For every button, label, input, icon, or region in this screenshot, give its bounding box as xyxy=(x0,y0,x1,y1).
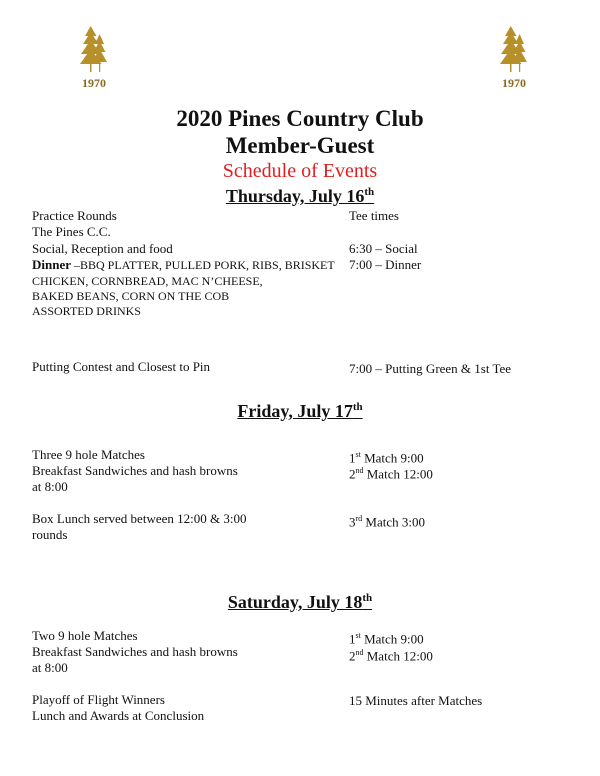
saturday-matches: Two 9 hole Matches xyxy=(32,628,138,643)
playoff-time: 15 Minutes after Matches xyxy=(349,693,483,708)
pine-trees-icon xyxy=(497,22,531,74)
friday-matches: Three 9 hole Matches xyxy=(32,447,145,462)
logo-year: 1970 xyxy=(502,76,526,90)
schedule-heading: Schedule of Events xyxy=(222,160,378,182)
venue: The Pines C.C. xyxy=(32,224,111,239)
putting-time: 7:00 – Putting Green & 1st Tee xyxy=(349,361,512,376)
playoff-flight-winners: Playoff of Flight Winners xyxy=(32,692,165,707)
logo-year: 1970 xyxy=(82,76,106,90)
saturday-breakfast: Breakfast Sandwiches and hash browns xyxy=(32,644,238,659)
pine-trees-icon xyxy=(77,22,111,74)
club-logo-left xyxy=(70,22,118,91)
friday-box-lunch-cont: rounds xyxy=(32,527,68,542)
dinner-menu-line1: Dinner –BBQ PLATTER, PULLED PORK, RIBS, BRISKET xyxy=(32,257,335,272)
dinner-menu-line3: BAKED BEANS, CORN ON THE COB xyxy=(32,289,230,303)
tee-times: Tee times xyxy=(349,208,399,223)
friday-breakfast: Breakfast Sandwiches and hash browns xyxy=(32,463,238,478)
dinner-menu-line2: CHICKEN, CORNBREAD, MAC N’CHEESE, xyxy=(32,274,263,288)
day-heading-saturday: Saturday, July 18th xyxy=(227,592,373,612)
social-time: 6:30 – Social xyxy=(349,241,418,256)
friday-match-2: 2nd Match 12:00 xyxy=(349,466,433,482)
friday-match-3: 3rd Match 3:00 xyxy=(349,514,425,530)
day-heading-friday: Friday, July 17th xyxy=(237,401,363,421)
dinner-menu-line4: ASSORTED DRINKS xyxy=(32,304,141,318)
page-title: 2020 Pines Country Club xyxy=(176,106,424,131)
friday-box-lunch: Box Lunch served between 12:00 & 3:00 xyxy=(32,511,247,526)
lunch-awards: Lunch and Awards at Conclusion xyxy=(32,708,205,723)
day-heading-thursday: Thursday, July 16th xyxy=(225,186,375,206)
event-name: Member-Guest xyxy=(225,133,375,158)
saturday-match-2: 2nd Match 12:00 xyxy=(349,648,433,664)
friday-breakfast-time: at 8:00 xyxy=(32,479,68,494)
friday-match-1: 1st Match 9:00 xyxy=(349,450,424,466)
saturday-breakfast-time: at 8:00 xyxy=(32,660,68,675)
practice-rounds: Practice Rounds xyxy=(32,208,117,223)
social-reception: Social, Reception and food xyxy=(32,241,173,256)
dinner-time: 7:00 – Dinner xyxy=(349,257,422,272)
club-logo-right xyxy=(490,22,538,91)
putting-contest: Putting Contest and Closest to Pin xyxy=(32,359,211,374)
saturday-match-1: 1st Match 9:00 xyxy=(349,631,424,647)
